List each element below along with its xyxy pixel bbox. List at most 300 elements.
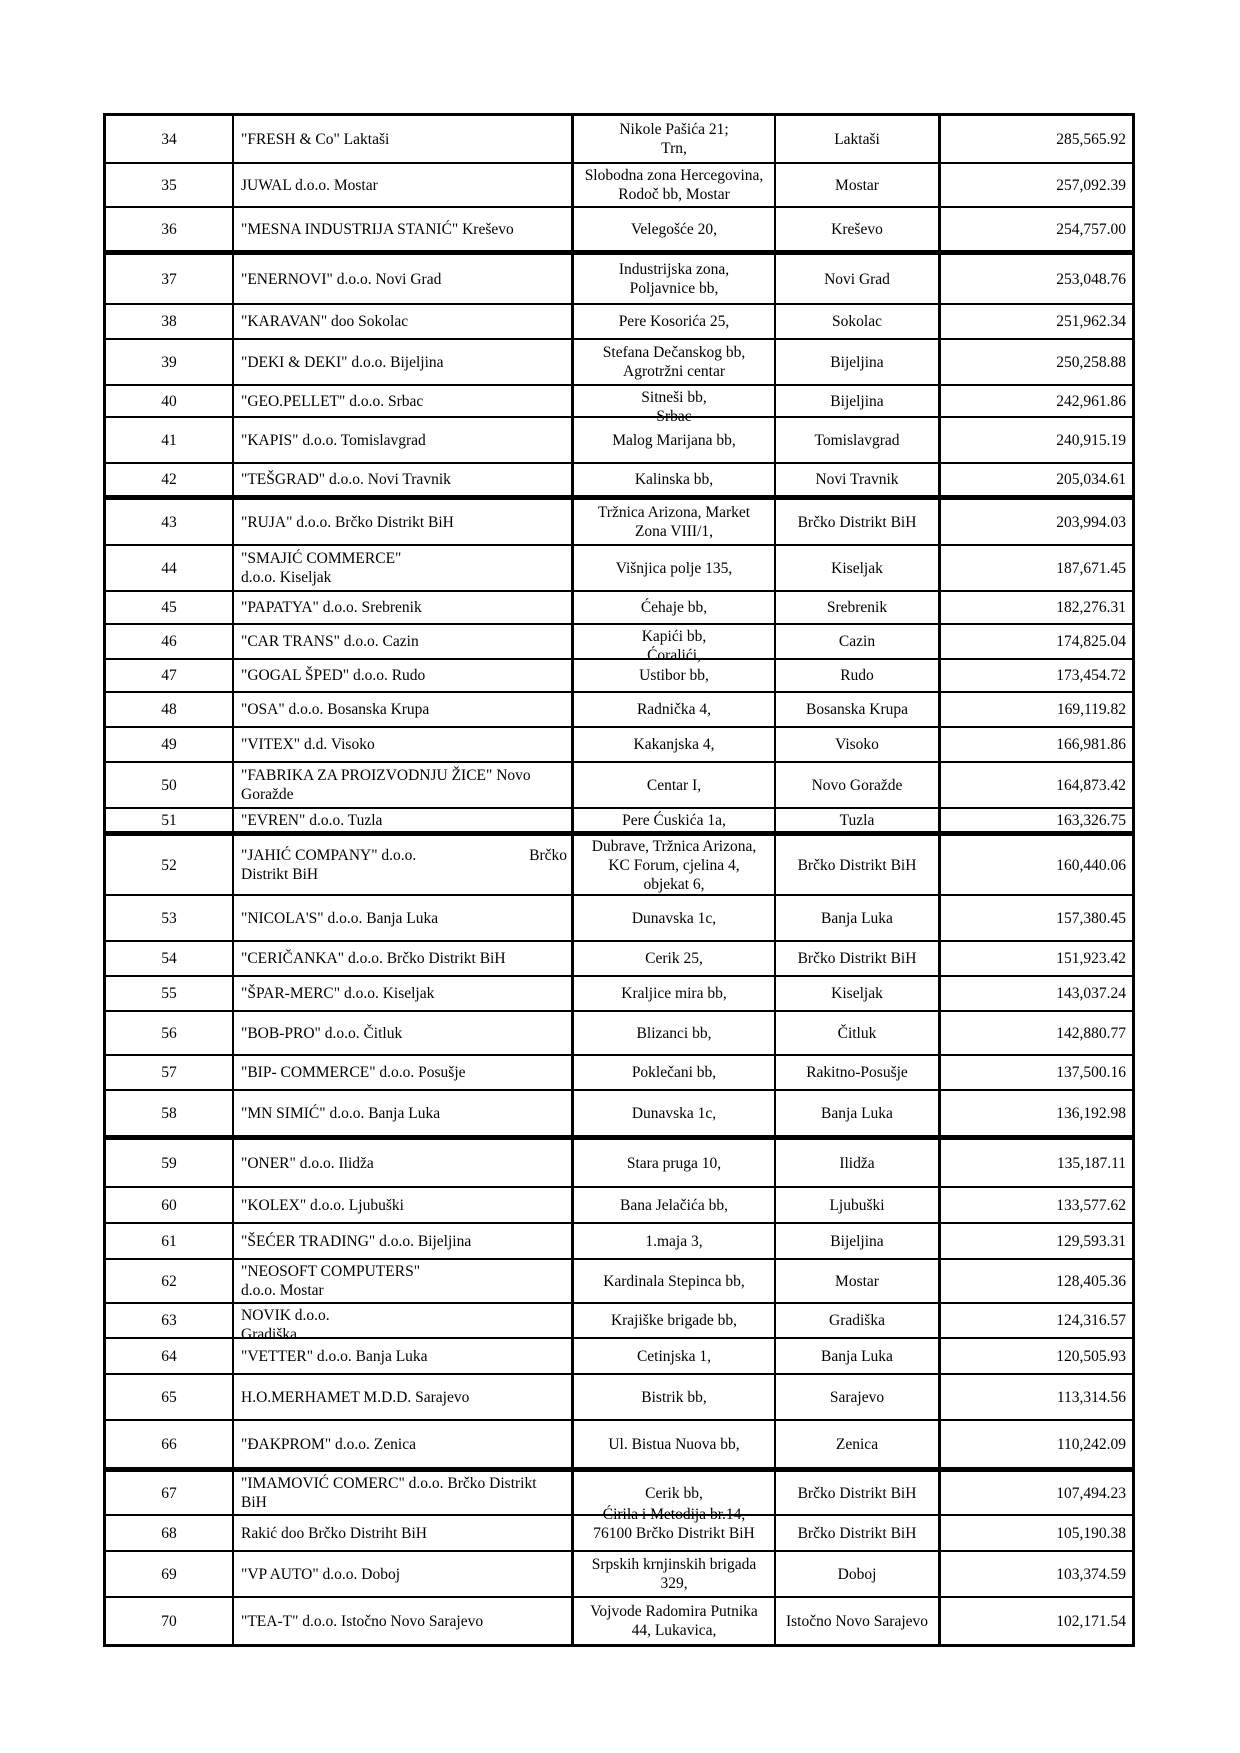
row-number: 45	[161, 599, 177, 616]
text-line: 329,	[660, 1575, 688, 1592]
text-line: "ĐAKPROM" d.o.o. Zenica	[241, 1435, 416, 1453]
city-cell	[774, 1339, 938, 1373]
text-line: "ONER" d.o.o. Ilidža	[241, 1154, 374, 1172]
table-row	[106, 544, 1132, 590]
row-number: 39	[161, 353, 177, 371]
row-number: 35	[161, 176, 177, 194]
row-number: 41	[161, 431, 177, 449]
address-cell	[571, 1224, 774, 1258]
text-line: JUWAL d.o.o. Mostar	[241, 176, 378, 194]
row-number-cell	[106, 340, 232, 384]
text-line: Ćirila i Metodija br.14,	[602, 1506, 746, 1523]
city-cell	[774, 896, 938, 940]
city-name: Banja Luka	[821, 909, 893, 927]
text-line: "ENERNOVI" d.o.o. Novi Grad	[241, 270, 442, 288]
company-name-cell	[232, 728, 571, 761]
amount-value: 136,192.98	[1056, 1104, 1126, 1122]
text-line: "NEOSOFT COMPUTERS"	[241, 1263, 421, 1280]
text-line: d.o.o. Kiseljak	[241, 569, 332, 586]
company-name-cell	[232, 1091, 571, 1135]
amount-value: 163,326.75	[1056, 811, 1126, 829]
row-number: 43	[161, 513, 177, 531]
amount-cell	[938, 208, 1132, 250]
text-line: Rodoč bb, Mostar	[618, 186, 730, 203]
city-cell	[774, 1375, 938, 1419]
address-cell	[571, 1339, 774, 1373]
text-line: Rakić doo Brčko Distriht BiH	[241, 1524, 427, 1542]
company-name-cell	[232, 386, 571, 416]
row-number: 64	[161, 1347, 177, 1365]
text-line: "PAPATYA" d.o.o. Srebrenik	[241, 599, 422, 616]
table-row	[106, 940, 1132, 975]
company-name-cell	[232, 164, 571, 206]
text-line: "EVREN" d.o.o. Tuzla	[241, 811, 383, 829]
amount-value: 253,048.76	[1056, 270, 1126, 288]
text-line: Zona VIII/1,	[634, 523, 714, 540]
amount-value: 113,314.56	[1056, 1388, 1126, 1406]
city-cell	[774, 1091, 938, 1135]
amount-cell	[938, 1598, 1132, 1644]
amount-value: 257,092.39	[1056, 176, 1126, 194]
company-name-cell	[232, 1012, 571, 1054]
city-name: Brčko Distrikt BiH	[797, 1484, 917, 1502]
text-line: Cerik 25,	[645, 950, 703, 967]
city-name: Bijeljina	[830, 1232, 884, 1250]
address-cell	[571, 1304, 774, 1337]
table-row	[106, 1222, 1132, 1258]
table-row	[106, 1550, 1132, 1596]
city-cell	[774, 592, 938, 623]
amount-cell	[938, 592, 1132, 623]
city-name: Novi Grad	[824, 270, 890, 288]
table-row	[106, 807, 1132, 831]
amount-value: 169,119.82	[1056, 701, 1126, 718]
city-name: Bijeljina	[830, 392, 884, 410]
address-cell	[571, 464, 774, 495]
city-name: Ilidža	[839, 1154, 875, 1172]
text-line: Pere Kosorića 25,	[618, 313, 730, 330]
amount-cell	[938, 255, 1132, 303]
table-row	[106, 894, 1132, 940]
row-number: 52	[161, 856, 177, 874]
text-line: Ćoralići,	[647, 647, 701, 664]
address-cell	[571, 546, 774, 590]
company-name-part: "JAHIĆ COMPANY" d.o.o.	[241, 847, 417, 864]
company-name-cell	[232, 255, 571, 303]
amount-cell	[938, 728, 1132, 761]
row-number-cell	[106, 763, 232, 807]
row-number-cell	[106, 164, 232, 206]
text-line: Kalinska bb,	[634, 471, 714, 488]
text-line: "ŠPAR-MERC" d.o.o. Kiseljak	[241, 985, 435, 1002]
table-row	[106, 975, 1132, 1010]
amount-value: 151,923.42	[1056, 950, 1126, 967]
address-cell	[571, 1091, 774, 1135]
text-line: Slobodna zona Hercegovina,	[584, 167, 764, 184]
city-cell	[774, 763, 938, 807]
text-line: 1.maja 3,	[645, 1232, 703, 1250]
address-cell	[571, 164, 774, 206]
text-line: "OSA" d.o.o. Bosanska Krupa	[241, 701, 430, 718]
row-number: 61	[161, 1232, 177, 1250]
row-number-cell	[106, 116, 232, 162]
text-line: Blizanci bb,	[636, 1024, 712, 1042]
city-name: Doboj	[837, 1565, 877, 1583]
amount-cell	[938, 1304, 1132, 1337]
row-number: 63	[161, 1312, 177, 1329]
city-cell	[774, 208, 938, 250]
row-number: 38	[161, 313, 177, 330]
address-cell	[571, 1506, 774, 1550]
company-name-cell	[232, 592, 571, 623]
company-name-cell	[232, 1260, 571, 1302]
table-row	[106, 1010, 1132, 1054]
row-number: 58	[161, 1104, 177, 1122]
text-line: Kraljice mira bb,	[621, 985, 727, 1002]
amount-cell	[938, 1224, 1132, 1258]
amount-value: 182,276.31	[1056, 599, 1126, 616]
row-number-cell	[106, 728, 232, 761]
amount-value: 242,961.86	[1056, 392, 1126, 410]
address-cell	[571, 1056, 774, 1089]
city-cell	[774, 500, 938, 544]
city-cell	[774, 546, 938, 590]
text-line: BiH	[241, 1494, 267, 1511]
text-line: "KOLEX" d.o.o. Ljubuški	[241, 1196, 404, 1214]
row-number-cell	[106, 977, 232, 1010]
company-name-cell	[232, 116, 571, 162]
row-number: 48	[161, 701, 177, 718]
address-cell	[571, 592, 774, 623]
company-name-cell	[232, 977, 571, 1010]
text-line: "KARAVAN" doo Sokolac	[241, 313, 409, 330]
city-name: Mostar	[835, 1272, 879, 1290]
text-line: KC Forum, cjelina 4,	[608, 856, 740, 874]
row-number: 40	[161, 392, 177, 410]
address-cell	[571, 1260, 774, 1302]
city-cell	[774, 809, 938, 831]
text-line: Stefana Dečanskog bb,	[602, 344, 746, 361]
amount-cell	[938, 386, 1132, 416]
company-name-cell	[232, 418, 571, 462]
row-number-cell	[106, 418, 232, 462]
city-name: Tomislavgrad	[814, 431, 900, 449]
amount-value: 285,565.92	[1056, 130, 1126, 148]
row-number-cell	[106, 693, 232, 726]
amount-cell	[938, 942, 1132, 975]
city-name: Rudo	[840, 667, 874, 684]
city-cell	[774, 340, 938, 384]
row-number-cell	[106, 1140, 232, 1186]
table-row	[106, 206, 1132, 250]
address-cell	[571, 116, 774, 162]
address-cell	[571, 942, 774, 975]
text-line: "CERIČANKA" d.o.o. Brčko Distrikt BiH	[241, 950, 506, 967]
amount-value: 128,405.36	[1056, 1272, 1126, 1290]
text-line: "RUJA" d.o.o. Brčko Distrikt BiH	[241, 513, 454, 531]
row-number: 68	[161, 1524, 177, 1542]
city-name: Visoko	[835, 736, 879, 753]
row-number-cell	[106, 208, 232, 250]
text-line: Poljavnice bb,	[629, 280, 719, 297]
address-cell	[571, 625, 774, 664]
table-row	[106, 250, 1132, 303]
amount-value: 143,037.24	[1056, 985, 1126, 1002]
row-number: 51	[161, 811, 177, 829]
text-line: Stara pruga 10,	[626, 1154, 722, 1172]
city-cell	[774, 836, 938, 894]
row-number-cell	[106, 1472, 232, 1514]
amount-value: 102,171.54	[1056, 1612, 1126, 1630]
row-number: 70	[161, 1612, 177, 1630]
table-row	[106, 1135, 1132, 1186]
table-row	[106, 1419, 1132, 1467]
address-cell	[571, 208, 774, 250]
city-name: Mostar	[835, 176, 879, 194]
city-name: Sarajevo	[829, 1388, 885, 1406]
text-line: Nikole Pašića 21;	[619, 121, 729, 138]
amount-value: 137,500.16	[1056, 1064, 1126, 1081]
text-line: "BIP- COMMERCE" d.o.o. Posušje	[241, 1064, 466, 1081]
amount-cell	[938, 340, 1132, 384]
city-name: Gradiška	[829, 1312, 885, 1329]
text-line: Dunavska 1c,	[631, 1104, 717, 1122]
address-cell	[571, 500, 774, 544]
amount-cell	[938, 1375, 1132, 1419]
text-line: "KAPIS" d.o.o. Tomislavgrad	[241, 431, 426, 449]
text-line: Srbac	[656, 408, 692, 425]
row-number: 54	[161, 950, 177, 967]
city-cell	[774, 693, 938, 726]
amount-value: 107,494.23	[1056, 1484, 1126, 1502]
row-number-cell	[106, 896, 232, 940]
text-line: "FRESH & Co" Laktaši	[241, 130, 390, 148]
amount-value: 203,994.03	[1056, 513, 1126, 531]
amount-value: 160,440.06	[1056, 856, 1126, 874]
amount-value: 133,577.62	[1056, 1196, 1126, 1214]
city-cell	[774, 418, 938, 462]
text-line: Višnjica polje 135,	[615, 559, 733, 577]
company-name-cell	[232, 1421, 571, 1467]
text-line: d.o.o. Mostar	[241, 1282, 324, 1299]
row-number-cell	[106, 1056, 232, 1089]
row-number: 60	[161, 1196, 177, 1214]
text-line: 44, Lukavica,	[631, 1622, 717, 1639]
text-line: Trn,	[661, 140, 687, 157]
city-cell	[774, 1304, 938, 1337]
amount-cell	[938, 164, 1132, 206]
city-name: Cazin	[838, 633, 876, 650]
row-number-cell	[106, 1224, 232, 1258]
amount-cell	[938, 1188, 1132, 1222]
text-line: Srpskih krnjinskih brigada	[591, 1556, 757, 1573]
amount-value: 251,962.34	[1056, 313, 1126, 330]
table-row	[106, 1054, 1132, 1089]
city-name: Novi Travnik	[815, 471, 899, 488]
row-number-cell	[106, 1552, 232, 1596]
text-line: 76100 Brčko Distrikt BiH	[593, 1525, 755, 1542]
table-row	[106, 1596, 1132, 1644]
amount-cell	[938, 464, 1132, 495]
city-cell	[774, 625, 938, 658]
table-row	[106, 1506, 1132, 1550]
text-line: "MESNA INDUSTRIJA STANIĆ" Kreševo	[241, 220, 514, 238]
text-line: "SMAJIĆ COMMERCE"	[241, 550, 402, 567]
amount-cell	[938, 1056, 1132, 1089]
row-number: 69	[161, 1565, 177, 1583]
address-cell	[571, 896, 774, 940]
city-cell	[774, 977, 938, 1010]
companies-table	[103, 113, 1135, 1647]
row-number: 47	[161, 667, 177, 684]
row-number-cell	[106, 1375, 232, 1419]
row-number: 59	[161, 1154, 177, 1172]
address-cell	[571, 977, 774, 1010]
address-cell	[571, 763, 774, 807]
row-number: 67	[161, 1484, 177, 1502]
text-line: "CAR TRANS" d.o.o. Cazin	[241, 633, 419, 650]
company-name-cell	[232, 1516, 571, 1550]
amount-cell	[938, 693, 1132, 726]
table-row	[106, 1373, 1132, 1419]
table-row	[106, 162, 1132, 206]
amount-value: 135,187.11	[1056, 1154, 1126, 1172]
company-name-cell	[232, 1224, 571, 1258]
city-name: Banja Luka	[821, 1104, 893, 1122]
company-name-cell	[232, 1339, 571, 1373]
company-name-cell	[232, 305, 571, 338]
row-number-cell	[106, 809, 232, 831]
city-cell	[774, 1421, 938, 1467]
table-row	[106, 1258, 1132, 1302]
row-number-cell	[106, 1012, 232, 1054]
amount-value: 166,981.86	[1056, 736, 1126, 753]
company-name-cell	[232, 660, 571, 691]
amount-value: 250,258.88	[1056, 353, 1126, 371]
amount-value: 254,757.00	[1056, 220, 1126, 238]
row-number: 62	[161, 1272, 177, 1290]
company-name-cell	[232, 763, 571, 807]
amount-value: 173,454.72	[1056, 667, 1126, 684]
row-number-cell	[106, 1339, 232, 1373]
company-name-cell	[232, 1598, 571, 1644]
row-number-cell	[106, 464, 232, 495]
address-cell	[571, 1598, 774, 1644]
city-name: Bijeljina	[830, 353, 884, 371]
amount-cell	[938, 1012, 1132, 1054]
city-name: Tuzla	[839, 811, 875, 829]
text-line: H.O.MERHAMET M.D.D. Sarajevo	[241, 1388, 470, 1406]
city-name: Novo Goražde	[811, 776, 903, 794]
amount-value: 110,242.09	[1056, 1435, 1126, 1453]
company-name-cell	[232, 208, 571, 250]
row-number: 65	[161, 1388, 177, 1406]
text-line: Krajiške brigade bb,	[610, 1312, 738, 1329]
amount-cell	[938, 418, 1132, 462]
address-cell	[571, 340, 774, 384]
amount-cell	[938, 896, 1132, 940]
table-row	[106, 338, 1132, 384]
text-line: Kapići bb,	[641, 628, 707, 645]
address-cell	[571, 305, 774, 338]
city-name: Srebrenik	[826, 599, 888, 616]
table-row	[106, 116, 1132, 162]
company-name-cell	[232, 1188, 571, 1222]
text-line: "MN SIMIĆ" d.o.o. Banja Luka	[241, 1104, 441, 1122]
city-name: Bosanska Krupa	[805, 701, 909, 718]
amount-cell	[938, 977, 1132, 1010]
city-name: Brčko Distrikt BiH	[797, 513, 917, 531]
row-number: 55	[161, 985, 177, 1002]
company-name-part: Brčko	[529, 847, 567, 864]
row-number-cell	[106, 305, 232, 338]
amount-cell	[938, 1421, 1132, 1467]
amount-cell	[938, 809, 1132, 831]
amount-cell	[938, 116, 1132, 162]
text-line: "VP AUTO" d.o.o. Doboj	[241, 1565, 401, 1583]
city-cell	[774, 464, 938, 495]
address-cell	[571, 386, 774, 425]
city-cell	[774, 728, 938, 761]
city-cell	[774, 305, 938, 338]
amount-value: 105,190.38	[1056, 1524, 1126, 1542]
city-name: Sokolac	[832, 313, 882, 330]
row-number: 56	[161, 1024, 177, 1042]
row-number: 49	[161, 736, 177, 753]
amount-cell	[938, 1091, 1132, 1135]
row-number-cell	[106, 1421, 232, 1467]
address-cell	[571, 255, 774, 303]
city-name: Ljubuški	[829, 1196, 885, 1214]
text-line: Sitneši bb,	[641, 389, 707, 406]
row-number: 66	[161, 1435, 177, 1453]
company-name-cell	[232, 625, 571, 658]
table-row	[106, 384, 1132, 425]
city-cell	[774, 1598, 938, 1644]
company-name-cell	[232, 942, 571, 975]
company-name-cell	[232, 809, 571, 831]
city-cell	[774, 1260, 938, 1302]
text-line: "VETTER" d.o.o. Banja Luka	[241, 1347, 428, 1365]
city-name: Kiseljak	[831, 559, 883, 577]
address-cell	[571, 1012, 774, 1054]
text-line: Distrikt BiH	[241, 866, 319, 883]
city-name: Laktaši	[834, 130, 880, 148]
amount-value: 187,671.45	[1056, 559, 1126, 577]
text-line: Cetinjska 1,	[636, 1347, 712, 1365]
city-cell	[774, 1472, 938, 1514]
row-number-cell	[106, 942, 232, 975]
amount-value: 129,593.31	[1056, 1232, 1126, 1250]
text-line: "ŠEĆER TRADING" d.o.o. Bijeljina	[241, 1232, 472, 1250]
text-line: "VITEX" d.d. Visoko	[241, 736, 375, 753]
table-row	[106, 1089, 1132, 1135]
table-row	[106, 726, 1132, 761]
city-cell	[774, 1516, 938, 1550]
row-number: 42	[161, 471, 177, 488]
row-number-cell	[106, 1091, 232, 1135]
company-name-cell	[232, 1375, 571, 1419]
amount-cell	[938, 1339, 1132, 1373]
address-cell	[571, 728, 774, 761]
text-line: Dubrave, Tržnica Arizona,	[591, 837, 757, 855]
row-number-cell	[106, 1304, 232, 1337]
text-line: Poklečani bb,	[631, 1064, 717, 1081]
text-line: Kardinala Stepinca bb,	[603, 1272, 745, 1290]
table-row	[106, 831, 1132, 894]
amount-cell	[938, 836, 1132, 894]
table-row	[106, 691, 1132, 726]
